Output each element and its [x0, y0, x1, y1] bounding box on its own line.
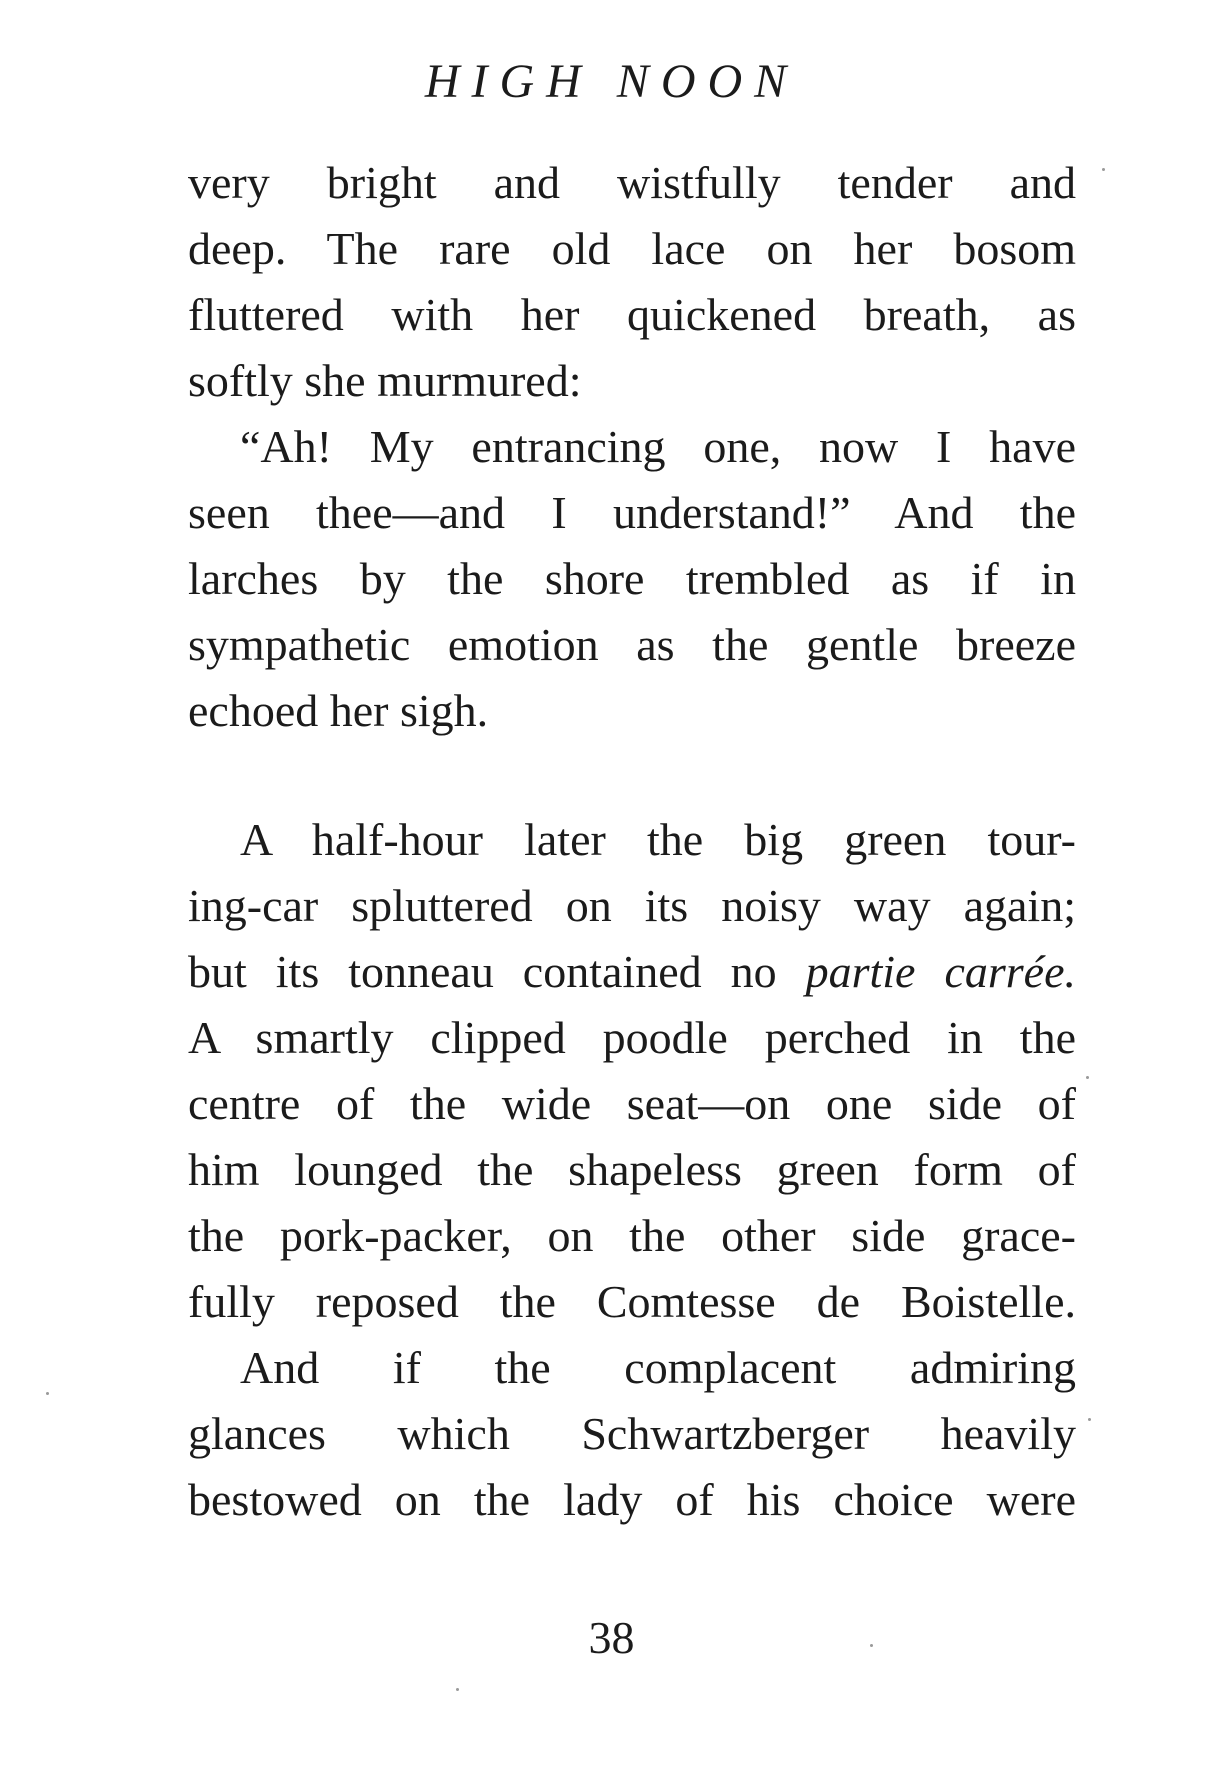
print-speck	[870, 1644, 873, 1647]
text-line: “Ah! My entrancing one, now I have	[240, 421, 1076, 472]
text-line: And if the complacent admiring	[240, 1342, 1076, 1393]
running-head: HIGH NOON	[424, 55, 799, 108]
text-line: softly she murmured:	[188, 355, 582, 406]
text-line: A smartly clipped poodle perched in the	[188, 1012, 1076, 1063]
text-line: bestowed on the lady of his choice were	[188, 1474, 1076, 1525]
text-line: very bright and wistfully tender and	[188, 157, 1076, 208]
text-line: larches by the shore trembled as if in	[188, 553, 1076, 604]
text-line-with-italic	[188, 939, 1076, 1005]
print-speck	[1086, 1076, 1089, 1079]
text-line: echoed her sigh.	[188, 685, 489, 736]
text-line: fluttered with her quickened breath, as	[188, 289, 1076, 340]
print-speck	[1088, 1418, 1091, 1421]
text-line: the pork-packer, on the other side grace-	[188, 1210, 1076, 1261]
text-line: glances which Schwartzberger heavily	[188, 1408, 1076, 1459]
text-line: fully reposed the Comtesse de Boistelle.	[188, 1276, 1076, 1327]
text-line: A half-hour later the big green tour-	[240, 814, 1076, 865]
print-speck	[46, 1392, 49, 1395]
text-line: him lounged the shapeless green form of	[188, 1144, 1076, 1195]
page-number: 38	[588, 1612, 635, 1663]
text-line: deep. The rare old lace on her bosom	[188, 223, 1076, 274]
paragraph-block-2	[188, 807, 1076, 1533]
text-run: but its tonneau contained no	[188, 946, 806, 997]
print-speck	[1102, 168, 1105, 171]
print-speck	[456, 1688, 459, 1691]
text-line: centre of the wide seat—on one side of	[188, 1078, 1076, 1129]
text-line: sympathetic emotion as the gentle breeze	[188, 619, 1076, 670]
italic-phrase: partie carrée.	[805, 946, 1076, 997]
paragraph-block-1	[188, 150, 1076, 744]
text-line: seen thee—and I understand!” And the	[188, 487, 1076, 538]
text-line: ing-car spluttered on its noisy way again;	[188, 880, 1076, 931]
